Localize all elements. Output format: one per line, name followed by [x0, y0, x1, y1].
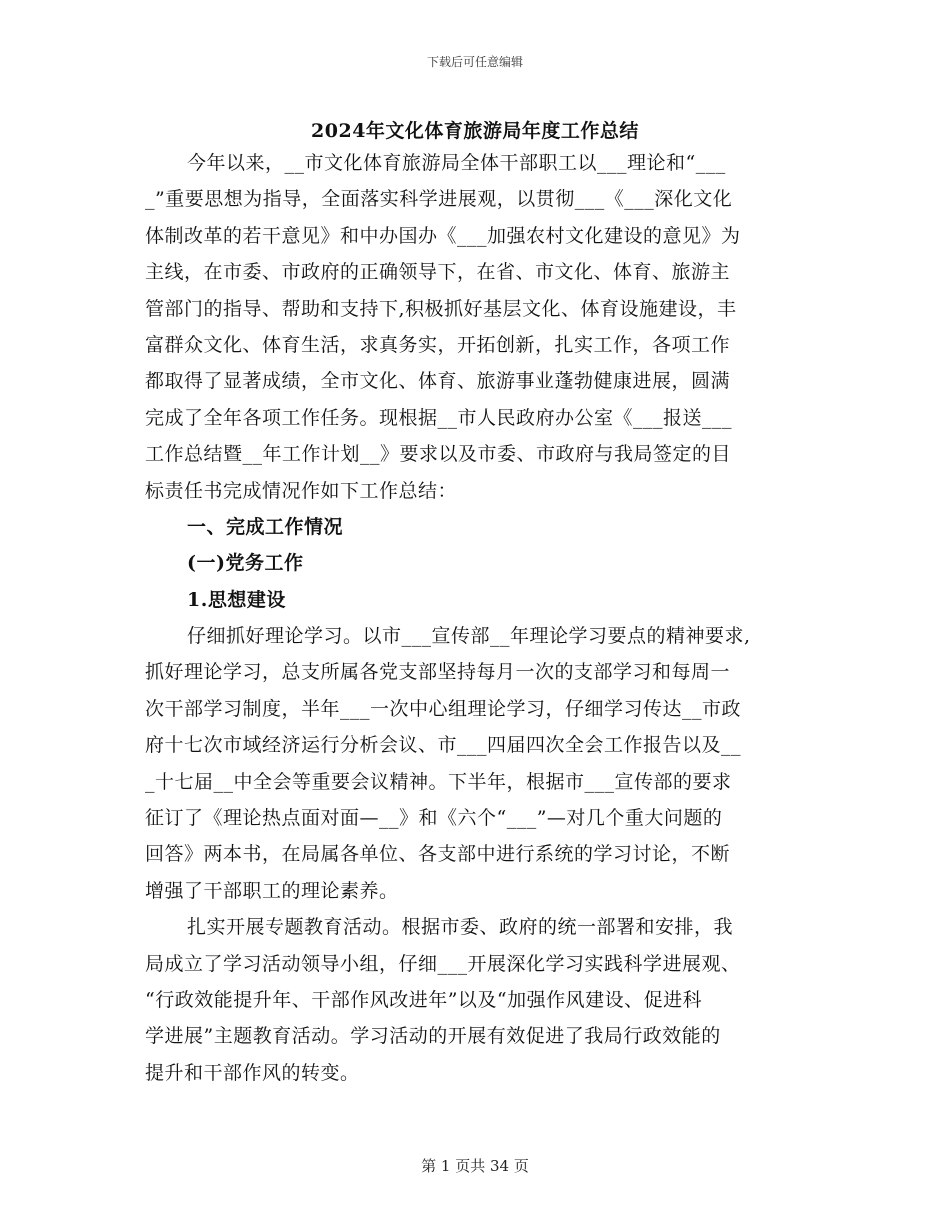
body-line: 增强了干部职工的理论素养。: [145, 879, 399, 902]
body-line: 府十七次市域经济运行分析会议、市___四届四次全会工作报告以及__: [145, 734, 742, 757]
subsubsection-heading: 1.思想建设: [187, 588, 286, 611]
body-line: 富群众文化、体育生活，求真务实，开拓创新，扎实工作，各项工作: [145, 333, 731, 356]
body-line: 仔细抓好理论学习。以市___宣传部__年理论学习要点的精神要求,: [187, 625, 751, 648]
body-line: 体制改革的若干意见》和中办国办《___加强农村文化建设的意见》为: [145, 224, 741, 247]
body-line: 提升和干部作风的转变。: [145, 1061, 360, 1084]
section-heading: 一、完成工作情况: [187, 515, 344, 538]
header-note: 下载后可任意编辑: [426, 55, 523, 69]
body-line: 标责任书完成情况作如下工作总结：: [145, 479, 458, 502]
subsection-heading: (一)党务工作: [187, 552, 304, 575]
body-line: 次干部学习制度，半年___一次中心组理论学习，仔细学习传达__市政: [145, 697, 742, 720]
body-line: 抓好理论学习，总支所属各党支部坚持每月一次的支部学习和每周一: [145, 661, 731, 684]
body-line: 扎实开展专题教育活动。根据市委、政府的统一部署和安排，我: [187, 916, 734, 939]
body-line: 都取得了显著成绩，全市文化、体育、旅游事业蓬勃健康进展，圆满: [145, 370, 731, 393]
body-line: 回答》两本书，在局属各单位、各支部中进行系统的学习讨论，不断: [145, 843, 731, 866]
body-line: 今年以来，__市文化体育旅游局全体干部职工以___理论和“___: [187, 152, 726, 174]
body-line: 主线，在市委、市政府的正确领导下，在省、市文化、体育、旅游主: [145, 261, 731, 284]
body-line: 管部门的指导、帮助和支持下,积极抓好基层文化、体育设施建设，丰: [145, 297, 737, 320]
body-line: _”重要思想为指导，全面落实科学进展观，以贯彻___《___深化文化: [145, 188, 733, 211]
body-line: 工作总结暨__年工作计划__》要求以及市委、市政府与我局签定的目: [145, 443, 732, 466]
body-line: 学进展”主题教育活动。学习活动的开展有效促进了我局行政效能的: [145, 1025, 721, 1048]
document-title: 2024年文化体育旅游局年度工作总结: [311, 120, 639, 142]
document-body: [145, 145, 805, 1091]
body-line: “行政效能提升年、干部作风改进年”以及“加强作风建设、促进科: [145, 988, 703, 1011]
body-line: 征订了《理论热点面对面—__》和《六个“___”—对几个重大问题的: [145, 807, 723, 830]
page-footer: 第 1 页共 34 页: [421, 1157, 529, 1175]
body-line: 局成立了学习活动领导小组，仔细___开展深化学习实践科学进展观、: [145, 952, 741, 975]
body-line: _十七届__中全会等重要会议精神。下半年，根据市___宣传部的要求: [145, 770, 732, 793]
body-line: 完成了全年各项工作任务。现根据__市人民政府办公室《___报送___: [145, 406, 733, 429]
